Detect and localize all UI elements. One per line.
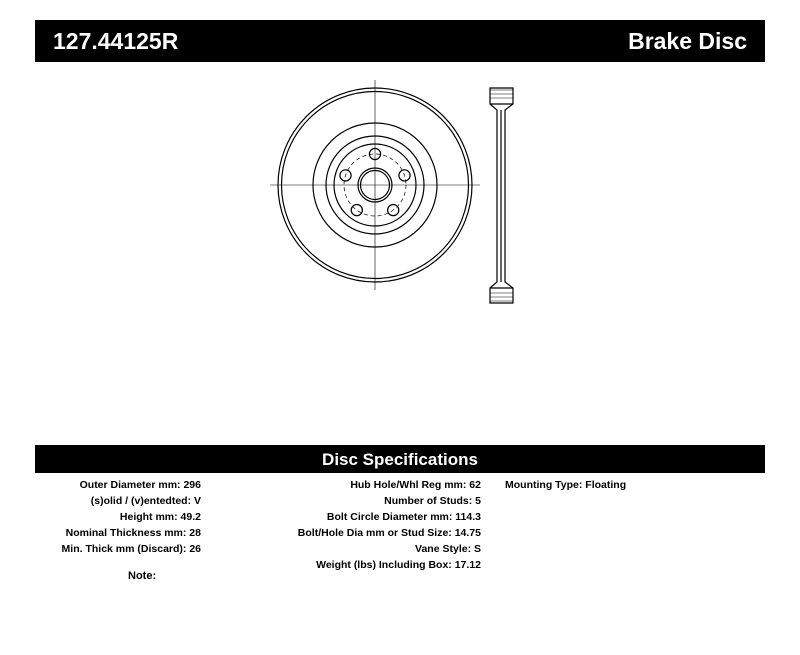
header-bar	[35, 20, 765, 62]
disc-drawing	[35, 70, 765, 430]
page-title: Brake Disc	[628, 27, 747, 54]
spec-item: Min. Thick mm (Discard): 26	[61, 543, 201, 555]
spec-bar-title: Disc Specifications	[322, 449, 478, 469]
spec-column-left	[35, 477, 201, 557]
spec-item: Outer Diameter mm: 296	[79, 479, 201, 491]
spec-item: Hub Hole/Whl Reg mm: 62	[350, 479, 481, 491]
spec-item: Mounting Type: Floating	[505, 479, 627, 491]
stud-hole	[351, 205, 362, 216]
spec-item: Number of Studs: 5	[384, 495, 481, 507]
spec-item: Vane Style: S	[415, 543, 481, 555]
rotor-section-view	[490, 88, 513, 303]
part-number: 127.44125R	[53, 27, 179, 54]
spec-bar	[35, 445, 765, 473]
spec-item: Weight (lbs) Including Box: 17.12	[316, 559, 481, 571]
spec-item: Nominal Thickness mm: 28	[65, 527, 201, 539]
spec-item: Bolt/Hole Dia mm or Stud Size: 14.75	[297, 527, 481, 539]
spec-column-middle	[225, 477, 481, 573]
center-crosshair	[270, 80, 480, 290]
spec-item: Height mm: 49.2	[119, 511, 201, 523]
note-label: Note:	[128, 570, 157, 582]
disc-drawing-svg	[35, 70, 765, 430]
spec-item: (s)olid / (v)entedted: V	[90, 495, 201, 507]
spec-item: Bolt Circle Diameter mm: 114.3	[326, 511, 481, 523]
spec-column-right	[505, 477, 765, 493]
